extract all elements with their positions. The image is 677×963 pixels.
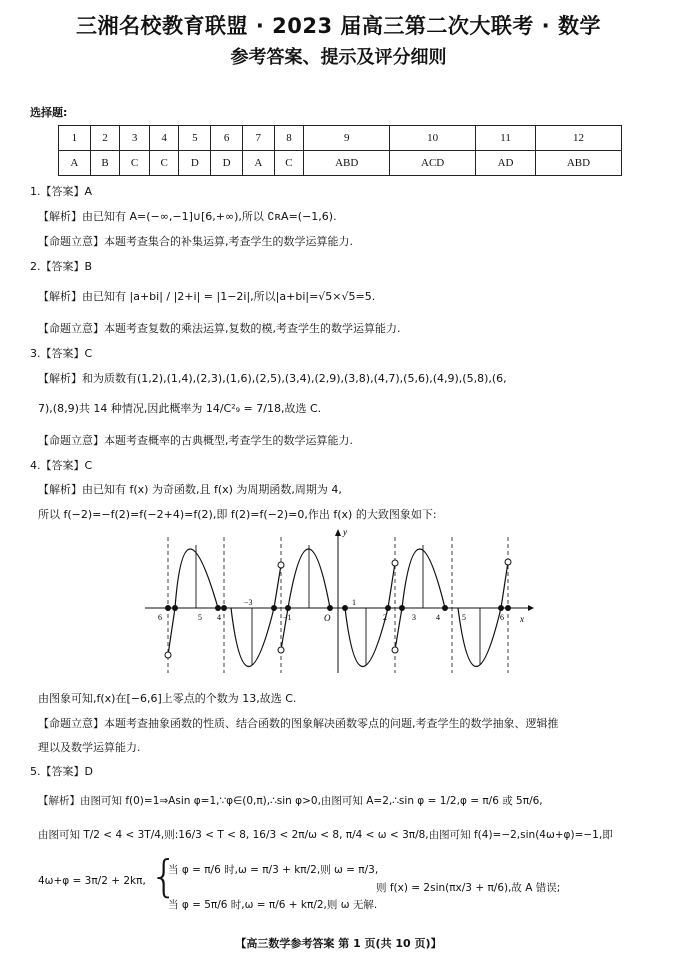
section-label: 选择题:: [30, 106, 68, 119]
q3-analysis-1: 【解析】和为质数有(1,2),(1,4),(2,3),(1,6),(2,5),(3,4),(2,9),(3,8),(4,7),(5,6),(4,9),(5,8),(6,: [38, 372, 507, 385]
tick-label: 4: [217, 613, 221, 622]
q1-answer: 1.【答案】A: [30, 185, 93, 198]
answer-cell: A: [242, 151, 274, 176]
answer-cell: ABD: [304, 151, 390, 176]
function-graph: [140, 525, 535, 677]
answer-cell: C: [120, 151, 150, 176]
page-footer: 【高三数学参考答案 第 1 页(共 10 页)】: [235, 937, 442, 950]
x-axis-arrow-icon: [528, 605, 534, 611]
tick-label: 2: [383, 613, 387, 622]
answer-cell: C: [149, 151, 179, 176]
q4-conclusion: 由图象可知,f(x)在[−6,6]上零点的个数为 13,故选 C.: [38, 692, 297, 705]
q1-intent: 【命题立意】本题考查集合的补集运算,考查学生的数学运算能力.: [38, 235, 353, 248]
question-number: 7: [242, 126, 274, 151]
paper-subtitle: 参考答案、提示及评分细则: [230, 47, 447, 68]
tick-label: 6: [500, 613, 504, 622]
tick-label: 5: [198, 613, 202, 622]
q3-intent: 【命题立意】本题考查概率的古典概型,考查学生的数学运算能力.: [38, 434, 353, 447]
answer-table: [58, 125, 622, 176]
q5-answer: 5.【答案】D: [30, 765, 93, 778]
tick-label: 3: [412, 613, 416, 622]
question-number: 5: [179, 126, 211, 151]
paper-title: 三湘名校教育联盟 · 2023 届高三第二次大联考 · 数学: [76, 14, 601, 38]
answer-cell: AD: [476, 151, 536, 176]
q5-case-2: 当 φ = 5π/6 时,ω = π/6 + kπ/2,则 ω 无解.: [168, 899, 378, 911]
q4-intent-2: 理以及数学运算能力.: [38, 741, 141, 754]
question-number: 10: [390, 126, 476, 151]
q2-analysis: 【解析】由已知有 |a+bi| / |2+i| = |1−2i|,所以|a+bi|=√5×√5=5.: [38, 290, 376, 303]
q2-answer: 2.【答案】B: [30, 260, 93, 273]
brace-icon: {: [150, 851, 178, 902]
answer-cell: D: [211, 151, 243, 176]
q5-case-1: 当 φ = π/6 时,ω = π/3 + kπ/2,则 ω = π/3,: [168, 864, 379, 876]
q4-analysis-1: 【解析】由已知有 f(x) 为奇函数,且 f(x) 为周期函数,周期为 4,: [38, 483, 342, 496]
answer-cell: ABD: [535, 151, 621, 176]
tick-label: 4: [436, 613, 440, 622]
question-number: 12: [535, 126, 621, 151]
q5-case-lead: 4ω+φ = 3π/2 + 2kπ,: [38, 875, 146, 887]
answer-cell: B: [90, 151, 120, 176]
question-number: 1: [59, 126, 91, 151]
q4-answer: 4.【答案】C: [30, 459, 93, 472]
question-number: 4: [149, 126, 179, 151]
question-number: 8: [274, 126, 304, 151]
x-axis-label: x: [520, 614, 524, 624]
answer-cell: D: [179, 151, 211, 176]
answer-cell: C: [274, 151, 304, 176]
tick-label: −1: [283, 613, 292, 622]
origin-label: O: [324, 613, 331, 623]
tick-label: −3: [244, 598, 253, 607]
y-axis-arrow-icon: [335, 529, 341, 536]
q3-analysis-2: 7),(8,9)共 14 种情况,因此概率为 14/C²₉ = 7/18,故选 C.: [38, 402, 322, 415]
tick-label: 5: [462, 613, 466, 622]
q5-analysis-1: 【解析】由图可知 f(0)=1⇒Asin φ=1,∵φ∈(0,π),∴sin φ>0,由图可知 A=2,∴sin φ = 1/2,φ = π/6 或 5π/6,: [38, 795, 543, 807]
tick-label: 6: [158, 613, 162, 622]
question-number: 11: [476, 126, 536, 151]
q5-case-tail: 则 f(x) = 2sin(πx/3 + π/6),故 A 错误;: [376, 882, 561, 894]
answer-table-answer-row: [59, 151, 622, 176]
question-number: 9: [304, 126, 390, 151]
answer-table-number-row: [59, 126, 622, 151]
answer-cell: A: [59, 151, 91, 176]
question-number: 6: [211, 126, 243, 151]
q2-intent: 【命题立意】本题考查复数的乘法运算,复数的模,考查学生的数学运算能力.: [38, 322, 401, 335]
y-axis-label: y: [343, 527, 347, 537]
answer-cell: ACD: [390, 151, 476, 176]
q4-analysis-2: 所以 f(−2)=−f(2)=f(−2+4)=f(2),即 f(2)=f(−2)=0,作出 f(x) 的大致图象如下:: [38, 508, 437, 521]
q5-analysis-2: 由图可知 T/2 < 4 < 3T/4,则:16/3 < T < 8, 16/3 < 2π/ω < 8, π/4 < ω < 3π/8,由图可知 f(4)=−2,sin(4ω+φ)=−1,即: [38, 829, 613, 841]
q4-intent-1: 【命题立意】本题考查抽象函数的性质、结合函数的图象解决函数零点的问题,考查学生的数学抽象、逻辑推: [38, 717, 559, 730]
q1-analysis: 【解析】由已知有 A=(−∞,−1]∪[6,+∞),所以 ∁ʀA=(−1,6).: [38, 210, 337, 223]
question-number: 2: [90, 126, 120, 151]
tick-label: 1: [352, 598, 356, 607]
q3-answer: 3.【答案】C: [30, 347, 93, 360]
question-number: 3: [120, 126, 150, 151]
